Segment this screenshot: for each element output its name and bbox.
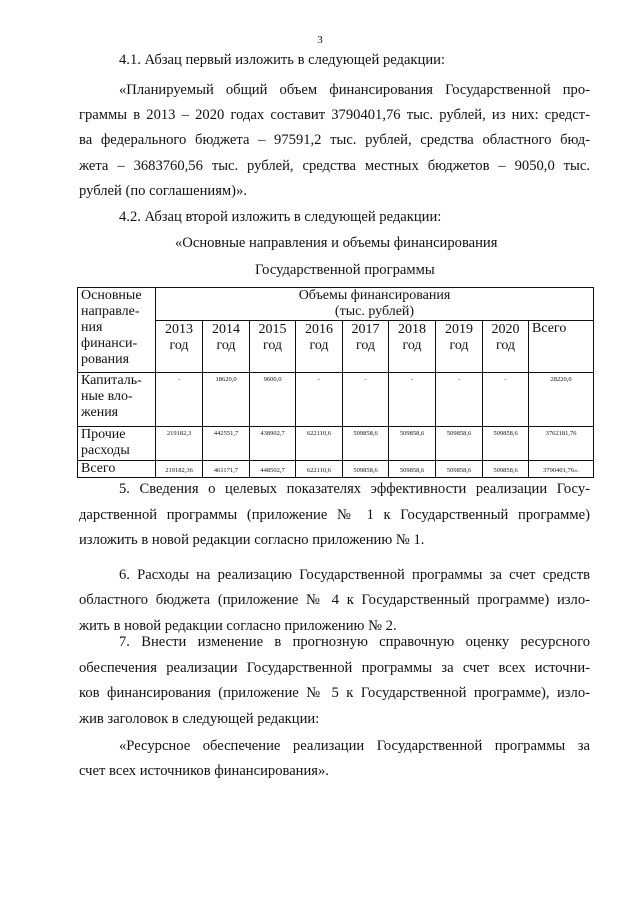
table-cell: 28220,0 bbox=[529, 373, 594, 427]
header-year: 2020 год bbox=[483, 321, 529, 373]
para-7-line: 7. Внести изменение в прогнозную справочную оценку ресурсного bbox=[119, 634, 590, 650]
table-cell: 509858,6 bbox=[343, 461, 389, 478]
header-year: 2018 год bbox=[389, 321, 436, 373]
table-cell: 3790401,76». bbox=[529, 461, 594, 478]
table-cell: 509858,6 bbox=[389, 427, 436, 461]
table-cell: 442551,7 bbox=[203, 427, 250, 461]
header-year: 2015 год bbox=[250, 321, 296, 373]
table-cell: 509858,6 bbox=[436, 461, 483, 478]
para-4-1-heading: 4.1. Абзац первый изложить в следующей редакции: bbox=[119, 52, 446, 68]
para-7-line: ков финансирования (приложение № 5 к Государственной программе), изло- bbox=[79, 685, 590, 701]
header-year: 2013 год bbox=[156, 321, 203, 373]
table-cell: - bbox=[296, 373, 343, 427]
table-cell: - bbox=[436, 373, 483, 427]
table-cell: - bbox=[343, 373, 389, 427]
table-cell: 219182,3 bbox=[156, 427, 203, 461]
para-6-line: областного бюджета (приложение № 4 к Государственный программе) изло- bbox=[79, 592, 590, 608]
table-title-line-1: «Основные направления и объемы финансирования bbox=[175, 235, 498, 251]
table-cell: 219182,36 bbox=[156, 461, 203, 478]
table-cell: 622110,6 bbox=[296, 461, 343, 478]
table-cell: 509858,6 bbox=[389, 461, 436, 478]
para-5-line: 5. Сведения о целевых показателях эффективности реализации Госу- bbox=[119, 481, 590, 497]
para-7-quote-line: «Ресурсное обеспечение реализации Государственной программы за bbox=[119, 738, 590, 754]
para-6-line: 6. Расходы на реализацию Государственной программы за счет средств bbox=[119, 567, 590, 583]
row-label-total: Всего bbox=[78, 461, 156, 478]
table-cell: - bbox=[389, 373, 436, 427]
financing-table bbox=[77, 287, 594, 478]
header-year: 2017 год bbox=[343, 321, 389, 373]
para-7-line: жив заголовок в следующей редакции: bbox=[79, 711, 320, 727]
para-5-line: дарственной программы (приложение № 1 к Государственный программе) bbox=[79, 507, 590, 523]
page-number: 3 bbox=[317, 34, 323, 46]
row-label-other: Прочие расходы bbox=[78, 427, 156, 461]
table-cell: 9600,0 bbox=[250, 373, 296, 427]
table-cell: 461171,7 bbox=[203, 461, 250, 478]
table-cell: 509858,6 bbox=[343, 427, 389, 461]
para-4-1-line: ва федерального бюджета – 97591,2 тыс. рублей, средства областного бюд- bbox=[79, 132, 590, 148]
header-year: 2019 год bbox=[436, 321, 483, 373]
header-volumes: Объемы финансирования (тыс. рублей) bbox=[156, 288, 594, 321]
table-cell: 509858,6 bbox=[436, 427, 483, 461]
para-4-1-line: жета – 3683760,56 тыс. рублей, средства местных бюджетов – 9050,0 тыс. bbox=[79, 158, 590, 174]
row-label-capital: Капиталь- ные вло- жения bbox=[78, 373, 156, 427]
table-cell: 509858,6 bbox=[483, 427, 529, 461]
table-title-line-2: Государственной программы bbox=[255, 262, 435, 278]
para-4-2-heading: 4.2. Абзац второй изложить в следующей редакции: bbox=[119, 209, 442, 225]
header-total: Всего bbox=[529, 321, 594, 373]
header-year: 2014 год bbox=[203, 321, 250, 373]
para-7-quote-line: счет всех источников финансирования». bbox=[79, 763, 329, 779]
table-cell: - bbox=[483, 373, 529, 427]
table-cell: 438902,7 bbox=[250, 427, 296, 461]
table-cell: 3762181,76 bbox=[529, 427, 594, 461]
para-5-line: изложить в новой редакции согласно приложению № 1. bbox=[79, 532, 425, 548]
para-4-1-line: граммы в 2013 – 2020 годах составит 3790401,76 тыс. рублей, из них: средст- bbox=[79, 107, 590, 123]
table-cell: 18620,0 bbox=[203, 373, 250, 427]
para-4-1-line: рублей (по соглашениям)». bbox=[79, 183, 247, 199]
table-cell: - bbox=[156, 373, 203, 427]
header-directions: Основные направле- ния финанси- рования bbox=[78, 288, 156, 373]
para-6-line: жить в новой редакции согласно приложению № 2. bbox=[79, 618, 397, 634]
table-cell: 448502,7 bbox=[250, 461, 296, 478]
para-7-line: обеспечения реализации Государственной программы за счет всех источни- bbox=[79, 660, 590, 676]
table-cell: 622110,6 bbox=[296, 427, 343, 461]
table-cell: 509858,6 bbox=[483, 461, 529, 478]
para-4-1-line: «Планируемый общий объем финансирования Государственной про- bbox=[119, 82, 590, 98]
header-year: 2016 год bbox=[296, 321, 343, 373]
